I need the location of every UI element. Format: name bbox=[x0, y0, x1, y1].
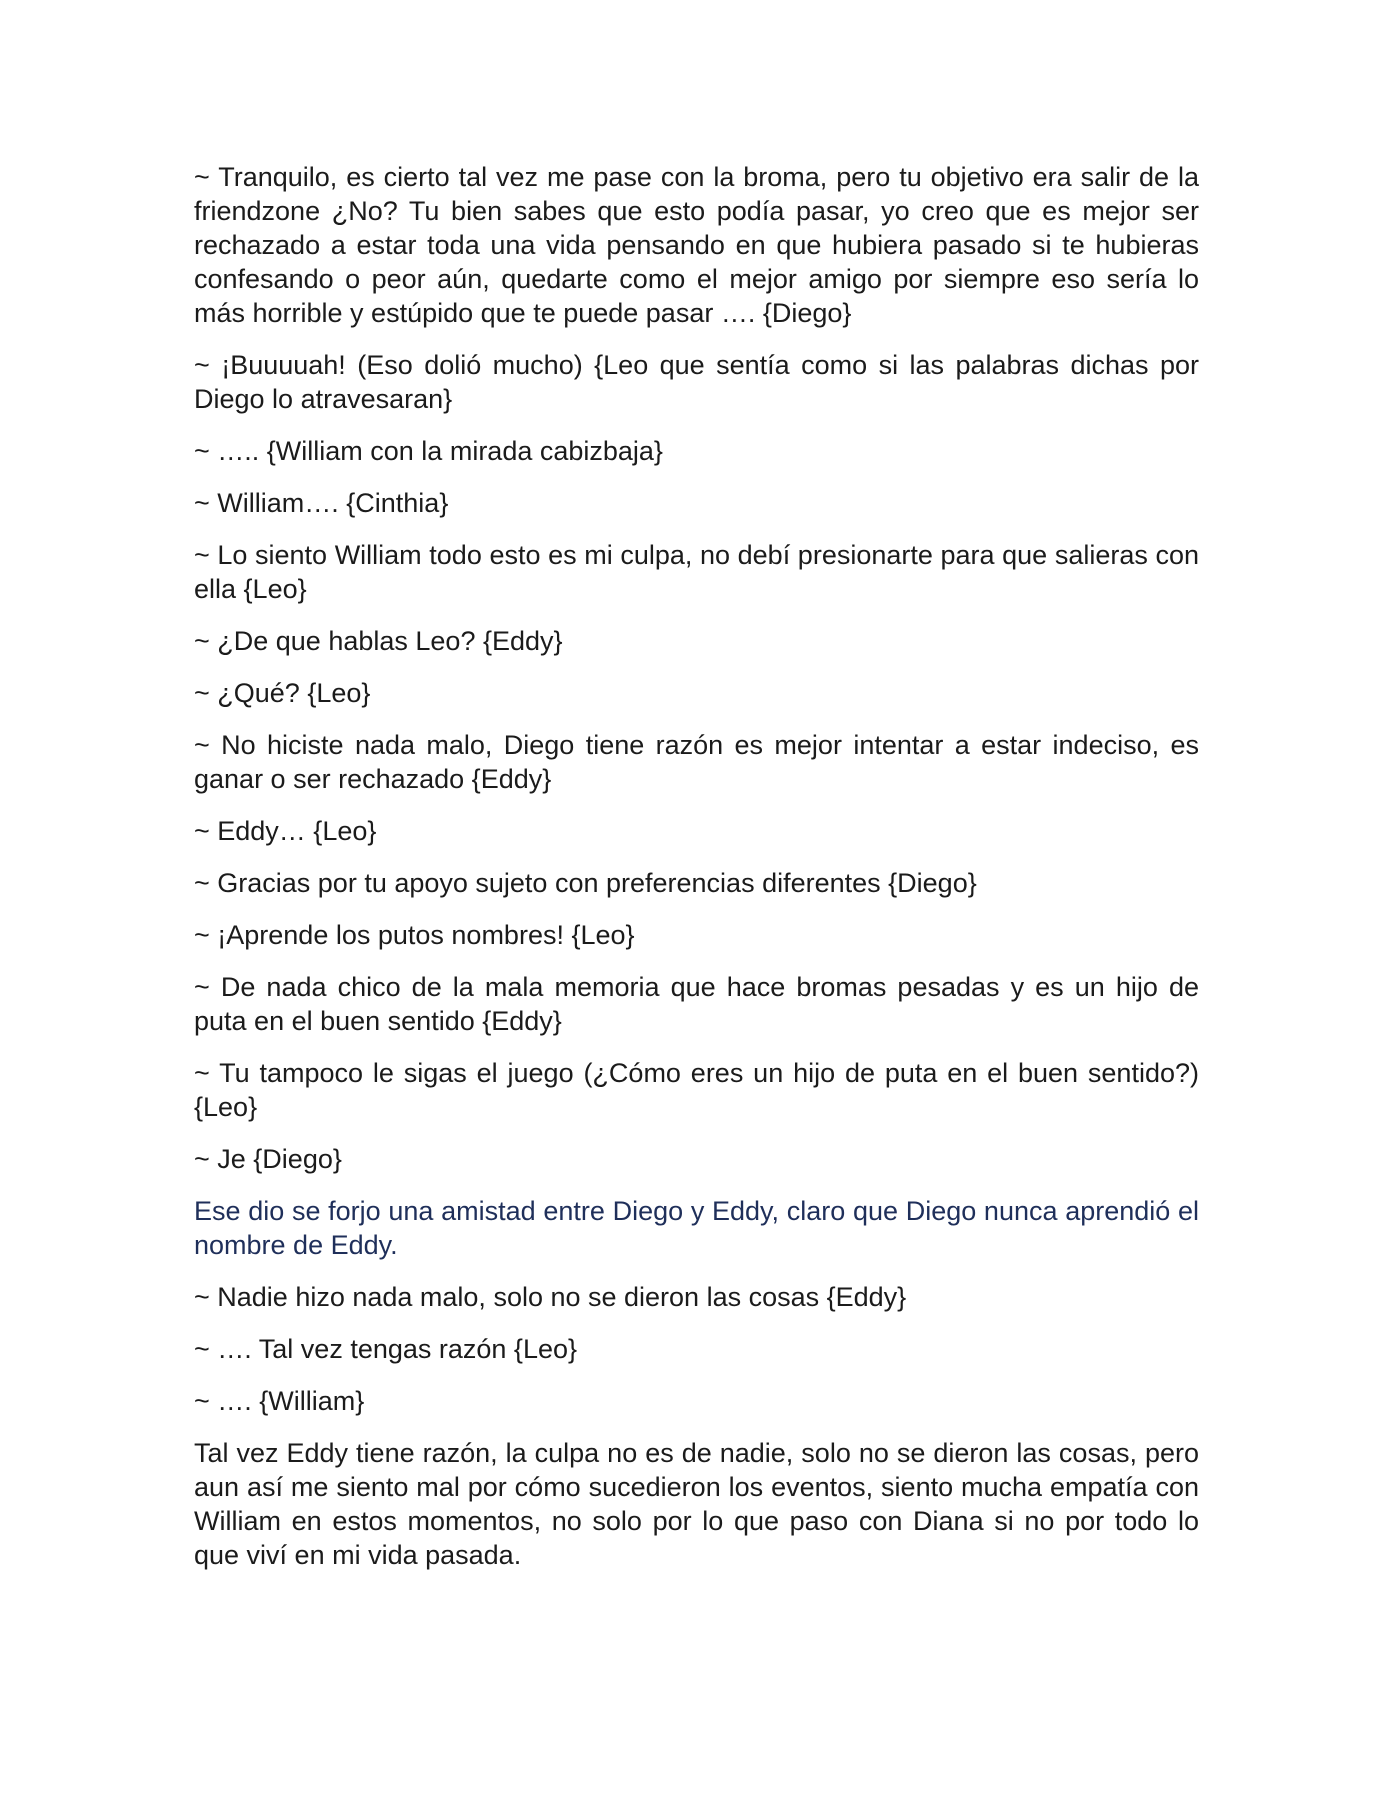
paragraph-16: ~ Nadie hizo nada malo, solo no se dieron las cosas {Eddy} bbox=[194, 1282, 907, 1312]
narration-paragraph: Ese dio se forjo una amistad entre Diego y Eddy, claro que Diego nunca aprendió el nombre de Eddy. bbox=[194, 1196, 1199, 1260]
paragraph-19: Tal vez Eddy tiene razón, la culpa no es de nadie, solo no se dieron las cosas, pero aun así me siento mal por cómo sucedieron los eventos, siento mucha empatía con William en estos momentos, no solo por lo que paso con Diana si no por todo lo que viví en mi vida pasada. bbox=[194, 1438, 1199, 1570]
paragraph-10: ~ Gracias por tu apoyo sujeto con preferencias diferentes {Diego} bbox=[194, 868, 977, 898]
paragraph-1: ~ Tranquilo, es cierto tal vez me pase con la broma, pero tu objetivo era salir de la friendzone ¿No? Tu bien sabes que esto podía pasar, yo creo que es mejor ser rechazado a estar toda una vida pensando en que hubiera pasado si te hubieras confesando o peor aún, quedarte como el mejor amigo por siempre eso sería lo más horrible y estúpido que te puede pasar …. {Diego} bbox=[194, 162, 1199, 328]
paragraph-3: ~ ….. {William con la mirada cabizbaja} bbox=[194, 436, 663, 466]
paragraph-4: ~ William…. {Cinthia} bbox=[194, 488, 449, 518]
paragraph-11: ~ ¡Aprende los putos nombres! {Leo} bbox=[194, 920, 635, 950]
paragraph-18: ~ …. {William} bbox=[194, 1386, 365, 1416]
paragraph-12: ~ De nada chico de la mala memoria que hace bromas pesadas y es un hijo de puta en el buen sentido {Eddy} bbox=[194, 972, 1199, 1036]
paragraph-2: ~ ¡Buuuuah! (Eso dolió mucho) {Leo que sentía como si las palabras dichas por Diego lo atravesaran} bbox=[194, 350, 1199, 414]
paragraph-9: ~ Eddy… {Leo} bbox=[194, 816, 377, 846]
paragraph-6: ~ ¿De que hablas Leo? {Eddy} bbox=[194, 626, 563, 656]
paragraph-5: ~ Lo siento William todo esto es mi culpa, no debí presionarte para que salieras con ella {Leo} bbox=[194, 540, 1199, 604]
paragraph-7: ~ ¿Qué? {Leo} bbox=[194, 678, 371, 708]
paragraph-8: ~ No hiciste nada malo, Diego tiene razón es mejor intentar a estar indeciso, es ganar o ser rechazado {Eddy} bbox=[194, 730, 1199, 794]
paragraph-13: ~ Tu tampoco le sigas el juego (¿Cómo eres un hijo de puta en el buen sentido?) {Leo} bbox=[194, 1058, 1199, 1122]
paragraph-17: ~ …. Tal vez tengas razón {Leo} bbox=[194, 1334, 578, 1364]
paragraph-14: ~ Je {Diego} bbox=[194, 1144, 342, 1174]
document-page bbox=[194, 160, 1199, 1590]
